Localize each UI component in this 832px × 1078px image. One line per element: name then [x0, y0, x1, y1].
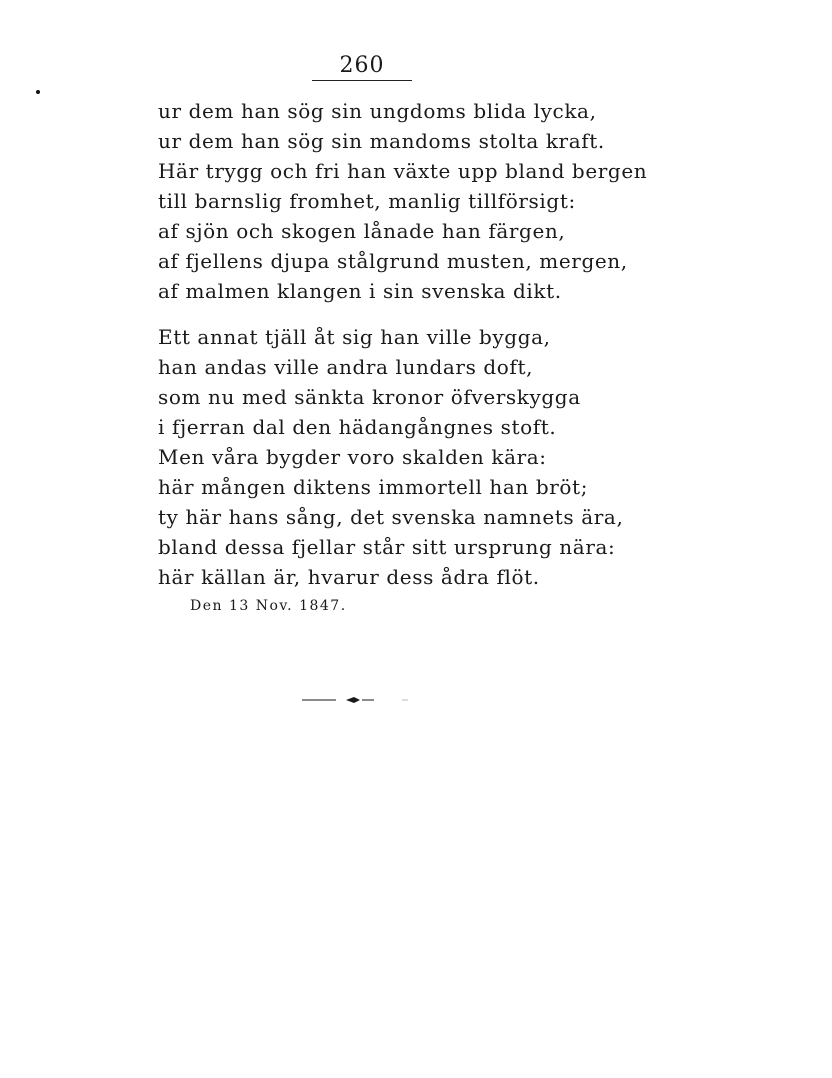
poem-dateline: Den 13 Nov. 1847.: [190, 598, 347, 614]
end-ornament-icon: [302, 694, 412, 706]
verse-line: till barnslig fromhet, manlig tillförsigt:: [158, 189, 576, 213]
stray-mark: [36, 90, 40, 94]
stanza-1: [158, 96, 647, 306]
page-number-rule: [312, 80, 412, 81]
verse-line: ur dem han sög sin mandoms stolta kraft.: [158, 129, 605, 153]
verse-line: Men våra bygder voro skalden kära:: [158, 445, 547, 469]
verse-line: här källan är, hvarur dess ådra flöt.: [158, 565, 540, 589]
verse-line: i fjerran dal den hädangångnes stoft.: [158, 415, 557, 439]
verse-line: som nu med sänkta kronor öfverskygga: [158, 385, 581, 409]
verse-line: af malmen klangen i sin svenska dikt.: [158, 279, 562, 303]
verse-line: Ett annat tjäll åt sig han ville bygga,: [158, 325, 551, 349]
verse-line: Här trygg och fri han växte upp bland bergen: [158, 159, 648, 183]
page-number: 260: [339, 53, 385, 78]
verse-line: han andas ville andra lundars doft,: [158, 355, 534, 379]
verse-line: här mången diktens immortell han bröt;: [158, 475, 589, 499]
verse-line: ty här hans sång, det svenska namnets ära,: [158, 505, 624, 529]
verse-line: af fjellens djupa stålgrund musten, mergen,: [158, 249, 628, 273]
verse-line: bland dessa fjellar står sitt ursprung nära:: [158, 535, 616, 559]
verse-line: af sjön och skogen lånade han färgen,: [158, 219, 566, 243]
stanza-2: [158, 322, 623, 592]
verse-line: ur dem han sög sin ungdoms blida lycka,: [158, 99, 597, 123]
